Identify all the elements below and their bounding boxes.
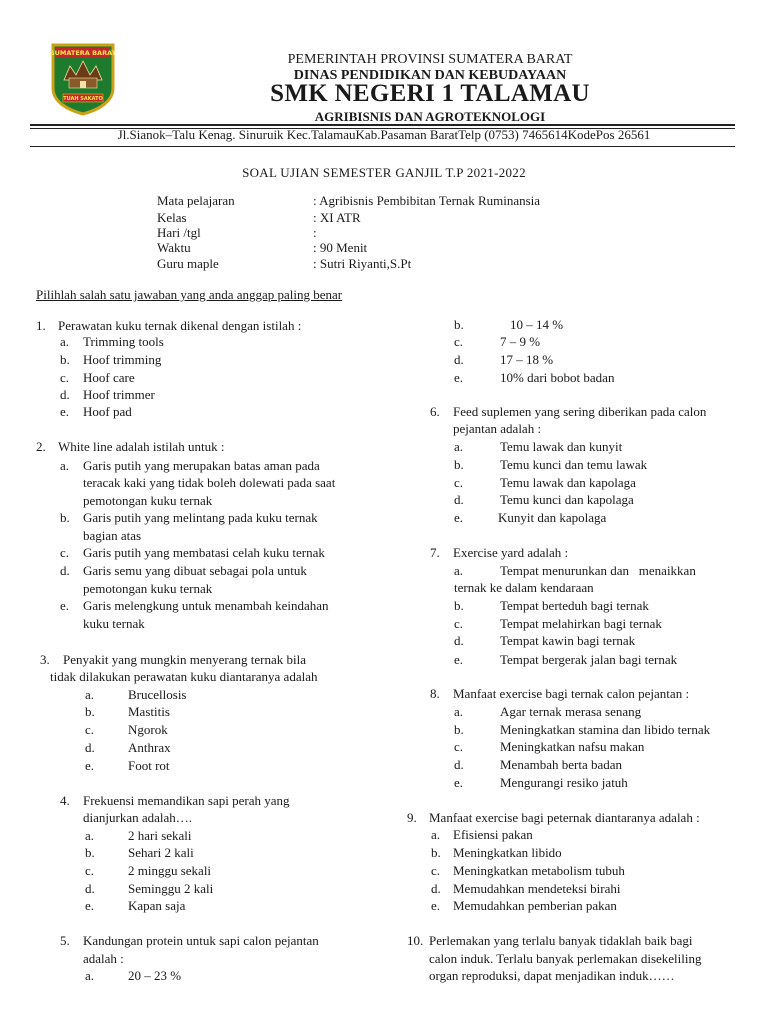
meta-label: Guru maple (157, 256, 219, 271)
option-letter: c. (454, 475, 464, 490)
option-text: Garis melengkung untuk menambah keindahan (83, 598, 329, 613)
option-text: Tempat kawin bagi ternak (500, 633, 636, 648)
address-divider (30, 146, 735, 147)
option-letter: c. (454, 616, 464, 631)
question-text: dianjurkan adalah…. (83, 810, 193, 825)
question-text: Kandungan protein untuk sapi calon pejantan (83, 933, 319, 948)
question-number: 10. (407, 933, 424, 948)
option-text: Kapan saja (128, 898, 186, 913)
option-letter: e. (454, 652, 464, 667)
option-letter: c. (454, 334, 464, 349)
option-text: Agar ternak merasa senang (500, 704, 642, 719)
option-text: Garis semu yang dibuat sebagai pola untuk (83, 563, 307, 578)
option-letter: e. (431, 898, 441, 913)
option-text: Hoof trimmer (83, 387, 155, 402)
option-text: Meningkatkan nafsu makan (500, 739, 645, 754)
option-text: Meningkatkan metabolism tubuh (453, 863, 625, 878)
option-letter: b. (454, 722, 464, 737)
option-text: Hoof care (83, 370, 135, 385)
option-text: Memudahkan mendeteksi birahi (453, 881, 621, 896)
option-letter: d. (85, 881, 95, 896)
question-text: calon induk. Terlalu banyak perlemakan disekeliling (429, 951, 702, 966)
option-letter: c. (60, 370, 70, 385)
question-text: Perlemakan yang terlalu banyak tidaklah baik bagi (429, 933, 693, 948)
option-letter: b. (85, 845, 95, 860)
option-text: Temu kunci dan kapolaga (500, 492, 634, 507)
question-number: 4. (60, 793, 70, 808)
option-letter: a. (60, 458, 70, 473)
option-text: 20 – 23 % (128, 968, 182, 983)
option-text: 17 – 18 % (500, 352, 554, 367)
option-text: Mengurangi resiko jatuh (500, 775, 628, 790)
question-number: 2. (36, 439, 46, 454)
option-text: Sehari 2 kali (128, 845, 194, 860)
option-letter: a. (454, 439, 464, 454)
option-letter: d. (454, 492, 464, 507)
option-letter: b. (60, 510, 70, 525)
header-divider (30, 124, 735, 126)
question-text: White line adalah istilah untuk : (58, 439, 225, 454)
option-letter: a. (85, 968, 95, 983)
option-text: Garis putih yang membatasi celah kuku ternak (83, 545, 325, 560)
option-letter: d. (431, 881, 441, 896)
option-text: Trimming tools (83, 334, 164, 349)
meta-value: : (313, 225, 317, 240)
question-text: Exercise yard adalah : (453, 545, 569, 560)
svg-text:TUAH SAKATO: TUAH SAKATO (63, 96, 103, 103)
option-text: Kunyit dan kapolaga (498, 510, 607, 525)
option-letter: a. (85, 687, 95, 702)
option-letter: d. (454, 633, 464, 648)
meta-label: Waktu (157, 240, 191, 255)
option-text: Temu kunci dan temu lawak (500, 457, 648, 472)
question-text: Feed suplemen yang sering diberikan pada calon (453, 404, 707, 419)
option-text: ternak ke dalam kendaraan (454, 580, 594, 595)
question-text: Manfaat exercise bagi peternak diantaranya adalah : (429, 810, 700, 825)
option-text: Anthrax (128, 740, 171, 755)
question-text: pejantan adalah : (453, 421, 542, 436)
option-letter: a. (454, 704, 464, 719)
option-letter: b. (431, 845, 441, 860)
question-text: tidak dilakukan perawatan kuku diantaranya adalah (50, 669, 318, 684)
question-text: Perawatan kuku ternak dikenal dengan istilah : (58, 318, 302, 333)
option-text: Temu lawak dan kapolaga (500, 475, 636, 490)
option-letter: b. (454, 317, 464, 332)
option-letter: c. (60, 545, 70, 560)
meta-value: : Agribisnis Pembibitan Ternak Ruminansia (313, 193, 541, 208)
option-letter: a. (454, 563, 464, 578)
option-letter: c. (85, 722, 95, 737)
option-text: Tempat melahirkan bagi ternak (500, 616, 662, 631)
option-text: Efisiensi pakan (453, 827, 533, 842)
question-number: 1. (36, 318, 46, 333)
question-number: 7. (430, 545, 440, 560)
meta-value: : 90 Menit (313, 240, 368, 255)
option-letter: a. (85, 828, 95, 843)
option-letter: b. (454, 598, 464, 613)
option-text: Hoof pad (83, 404, 132, 419)
department-line: DINAS PENDIDIKAN DAN KEBUDAYAAN (293, 68, 567, 83)
option-letter: b. (85, 704, 95, 719)
school-name: SMK NEGERI 1 TALAMAU (270, 80, 590, 107)
option-text: kuku ternak (83, 616, 145, 631)
option-text: Menambah berta badan (500, 757, 623, 772)
option-text: Tempat berteduh bagi ternak (500, 598, 649, 613)
option-letter: c. (431, 863, 441, 878)
question-number: 8. (430, 686, 440, 701)
option-text: Brucellosis (128, 687, 187, 702)
option-letter: e. (454, 510, 464, 525)
option-text: pemotongan kuku ternak (83, 581, 213, 596)
question-text: organ reproduksi, dapat menjadikan induk…… (429, 968, 675, 983)
option-text: Hoof trimming (83, 352, 162, 367)
option-text: Temu lawak dan kunyit (500, 439, 623, 454)
option-text: Meningkatkan libido (453, 845, 562, 860)
question-number: 9. (407, 810, 417, 825)
option-text: 7 – 9 % (500, 334, 541, 349)
question-number: 5. (60, 933, 70, 948)
exam-title: SOAL UJIAN SEMESTER GANJIL T.P 2021-2022 (242, 165, 526, 180)
option-letter: e. (60, 404, 70, 419)
option-text: 10 – 14 % (510, 317, 564, 332)
option-text: Memudahkan pemberian pakan (453, 898, 617, 913)
meta-label: Mata pelajaran (157, 193, 235, 208)
option-text: Mastitis (128, 704, 170, 719)
government-line: PEMERINTAH PROVINSI SUMATERA BARAT (287, 52, 573, 67)
option-text: teracak kaki yang tidak boleh dolewati pada saat (83, 475, 336, 490)
meta-value: : XI ATR (313, 210, 361, 225)
program-line: AGRIBISNIS DAN AGROTEKNOLOGI (314, 109, 546, 124)
option-letter: b. (60, 352, 70, 367)
option-text: 2 minggu sekali (128, 863, 212, 878)
option-letter: a. (60, 334, 70, 349)
option-letter: e. (60, 598, 70, 613)
option-letter: c. (454, 739, 464, 754)
option-text: Ngorok (128, 722, 168, 737)
option-text: Tempat bergerak jalan bagi ternak (500, 652, 678, 667)
option-letter: d. (454, 757, 464, 772)
option-letter: a. (431, 827, 441, 842)
option-text: Seminggu 2 kali (128, 881, 214, 896)
option-text: Meningkatkan stamina dan libido ternak (500, 722, 711, 737)
option-letter: d. (85, 740, 95, 755)
option-letter: d. (60, 387, 70, 402)
question-text: Manfaat exercise bagi ternak calon pejantan : (453, 686, 690, 701)
option-text: bagian atas (83, 528, 142, 543)
option-text: Garis putih yang melintang pada kuku ternak (83, 510, 318, 525)
instruction: Pilihlah salah satu jawaban yang anda anggap paling benar (36, 287, 343, 302)
option-text: pemotongan kuku ternak (83, 493, 213, 508)
svg-text:SUMATERA BARAT: SUMATERA BARAT (50, 49, 116, 57)
option-letter: e. (454, 775, 464, 790)
question-text: Frekuensi memandikan sapi perah yang (83, 793, 290, 808)
sumatera-barat-emblem-icon (50, 42, 116, 116)
question-text: adalah : (83, 951, 124, 966)
option-letter: c. (85, 863, 95, 878)
option-text: 2 hari sekali (128, 828, 192, 843)
meta-label: Kelas (157, 210, 187, 225)
option-letter: d. (454, 352, 464, 367)
question-number: 6. (430, 404, 440, 419)
option-letter: b. (454, 457, 464, 472)
option-text: Foot rot (128, 758, 170, 773)
option-text: Garis putih yang merupakan batas aman pada (83, 458, 320, 473)
meta-value: : Sutri Riyanti,S.Pt (313, 256, 412, 271)
school-address: Jl.Sianok–Talu Kenag. Sinuruik Kec.TalamauKab.Pasaman BaratTelp (0753) 7465614KodePos 26561 (117, 127, 651, 142)
question-text: Penyakit yang mungkin menyerang ternak bila (63, 652, 306, 667)
option-letter: e. (85, 758, 95, 773)
option-letter: e. (454, 370, 464, 385)
option-letter: e. (85, 898, 95, 913)
meta-label: Hari /tgl (157, 225, 201, 240)
option-text: Tempat menurunkan dan menaikkan (500, 563, 696, 578)
option-letter: d. (60, 563, 70, 578)
question-number: 3. (40, 652, 50, 667)
option-text: 10% dari bobot badan (500, 370, 615, 385)
